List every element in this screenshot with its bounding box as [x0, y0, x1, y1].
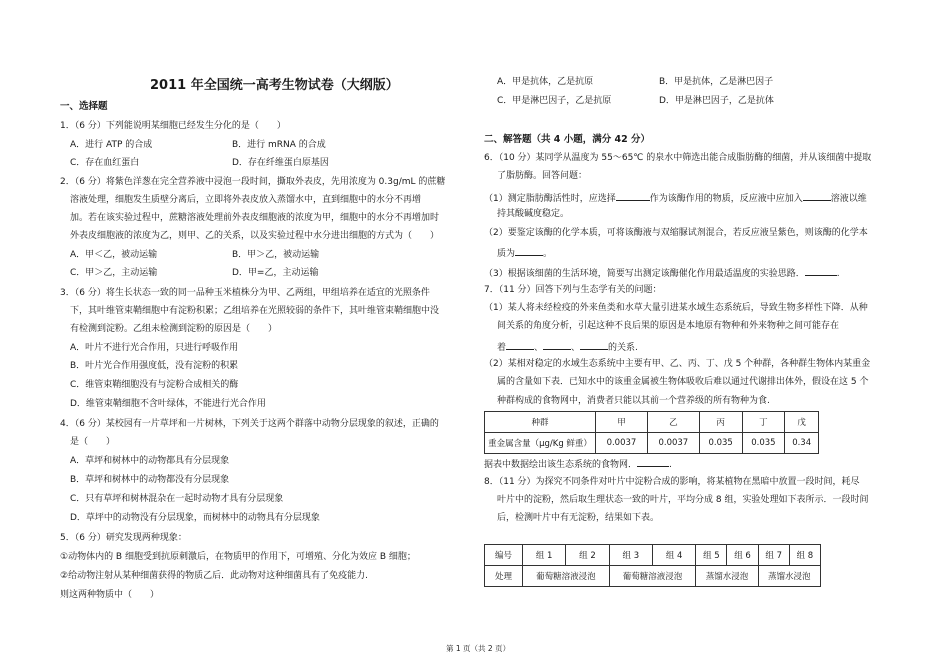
q1-option-c: C．存在血红蛋白	[70, 158, 140, 168]
q2-option-c: C．甲＞乙，主动运输	[70, 268, 158, 278]
q4-line: 4．（6 分）某校园有一片草坪和一片树林，下列关于这两个群落中动物分层现象的叙述，正确的	[60, 419, 439, 429]
q8-line: 叶片中的淀粉，然后取生理状态一致的叶片，平均分成 8 组，实验处理如下表所示．一段时间	[497, 495, 869, 505]
q4-option-b: B．草坪和树林中的动物都没有分层现象	[70, 475, 230, 485]
answer-blank[interactable]	[637, 456, 669, 467]
q8-line: 后，检测叶片中有无淀粉，结果如下表。	[497, 513, 660, 523]
table-header-cell: 组 4	[652, 545, 695, 566]
q3-option-d: D．维管束鞘细胞不含叶绿体，不能进行光合作用	[70, 399, 266, 409]
q7-line: 7．（11 分）回答下列与生态学有关的问题：	[484, 285, 662, 295]
table-header-cell: 丁	[742, 412, 785, 433]
answer-blank[interactable]	[543, 339, 571, 350]
table-header-cell: 组 3	[609, 545, 652, 566]
table-header-cell: 组 8	[789, 545, 820, 566]
q3-option-c: C．维管束鞘细胞没有与淀粉合成相关的酶	[70, 380, 239, 390]
table-row-label: 重金属含量（μg/Kg 鲜重）	[485, 433, 596, 454]
q3-line: 下，其叶维管束鞘细胞中有淀粉积累；乙组培养在光照较弱的条件下，其叶维管束鞘细胞中没	[70, 306, 440, 316]
q4-option-a: A．草坪和树林中的动物都具有分层现象	[70, 456, 230, 466]
q6-line: 6．（10 分）某同学从温度为 55～65℃ 的泉水中筛选出能合成脂肪酶的细菌，并从该细菌中提取	[484, 153, 872, 163]
q1-option-a: A．进行 ATP 的合成	[70, 140, 153, 150]
q7-text: 的关系.	[608, 343, 638, 353]
q6-part2-cont	[497, 245, 552, 260]
q7-text: 据表中数据绘出该生态系统的食物网．	[484, 460, 638, 470]
table-cell: 0.035	[742, 433, 785, 454]
table-header-cell: 丙	[699, 412, 742, 433]
q5-line: ②给动物注射从某种细菌获得的物质乙后．此动物对这种细菌具有了免疫能力.	[60, 571, 368, 581]
q2-line: 溶液处理，细胞发生质壁分离后，立即将外表皮放入蒸馏水中，直到细胞中的水分不再增	[70, 195, 422, 205]
q2-line: 2．（6 分）将紫色洋葱在完全营养液中浸泡一段时间，撕取外表皮，先用浓度为 0.3g/mL 的蔗糖	[60, 177, 446, 187]
table-header-cell: 组 2	[566, 545, 609, 566]
table-cell: 0.035	[699, 433, 742, 454]
q7-text: 、	[534, 343, 544, 353]
q2-line: 加。若在该实验过程中，蔗糖溶液处理前外表皮细胞液的浓度为甲，细胞中的水分不再增加时	[70, 213, 440, 223]
q7-part1-cont: 间关系的角度分析，引起这种不良后果的原因是本地原有物种和外来物种之间可能存在	[497, 321, 840, 331]
q5-option-a: A．甲是抗体，乙是抗原	[497, 77, 594, 87]
q2-line: 外表皮细胞液的浓度为乙，则甲、乙的关系，以及实验过程中水分进出细胞的方式为（ ）	[70, 231, 440, 241]
q6-part2-text: 。	[543, 249, 553, 259]
answer-blank[interactable]	[515, 245, 543, 256]
table-cell: 葡萄糖溶液浸泡	[523, 566, 610, 587]
table-header-cell: 戊	[785, 412, 819, 433]
table-row-label: 编号	[485, 545, 523, 566]
q2-option-a: A．甲＜乙，被动运输	[70, 250, 158, 260]
q5-option-d: D．甲是淋巴因子，乙是抗体	[659, 96, 774, 106]
q5-line: 5．（6 分）研究发现两种现象：	[60, 533, 187, 543]
q6-part2-text: 质为	[497, 249, 516, 259]
q6-line: 了脂肪酶。回答问题：	[497, 171, 588, 181]
q7-part1-blanks	[497, 339, 638, 354]
q6-part1	[484, 190, 867, 205]
q7-part2: （2）某相对稳定的水域生态系统中主要有甲、乙、丙、丁、戊 5 个种群，各种群生物体内某重金	[484, 359, 871, 369]
table-cell: 蒸馏水浸泡	[696, 566, 758, 587]
q8-line: 8．（11 分）为探究不同条件对叶片中淀粉合成的影响，将某植物在黑暗中放置一段时间，耗尽	[484, 477, 860, 487]
table-header-cell: 组 7	[758, 545, 789, 566]
q7-after-table	[484, 456, 672, 471]
q5-line: ①动物体内的 B 细胞受到抗原刺激后，在物质甲的作用下，可增殖、分化为效应 B 细胞；	[60, 552, 416, 562]
q2-option-d: D．甲=乙，主动运输	[232, 268, 319, 278]
q3-line: 有检测到淀粉。乙组未检测到淀粉的原因是（ ）	[70, 324, 278, 334]
page-footer: 第 1 页（共 2 页）	[446, 644, 511, 653]
q5-option-b: B．甲是抗体，乙是淋巴因子	[659, 77, 774, 87]
q2-option-b: B．甲＞乙，被动运输	[232, 250, 320, 260]
q7-text: 、	[571, 343, 581, 353]
q6-part2: （2）要鉴定该酶的化学本质，可将该酶液与双缩脲试剂混合，若反应液呈紫色，则该酶的化学本	[484, 228, 868, 238]
q7-text: .	[669, 460, 672, 470]
table-cell: 0.0037	[647, 433, 699, 454]
answer-blank[interactable]	[616, 190, 650, 201]
q1-option-d: D．存在纤维蛋白原基因	[232, 158, 329, 168]
section-heading-choice: 一、选择题	[60, 101, 108, 112]
q1-stem: 1．（6 分）下列能说明某细胞已经发生分化的是（ ）	[60, 121, 286, 131]
q6-part1-text: 溶液以维	[830, 194, 867, 204]
table-header-cell: 甲	[596, 412, 648, 433]
q6-part3	[484, 265, 840, 280]
q5-option-c: C．甲是淋巴因子，乙是抗原	[497, 96, 612, 106]
q4-option-d: D．草坪中的动物没有分层现象，而树林中的动物具有分层现象	[70, 513, 320, 523]
table-row-label: 处理	[485, 566, 523, 587]
answer-blank[interactable]	[805, 265, 837, 276]
q1-option-b: B．进行 mRNA 的合成	[232, 140, 326, 150]
q4-line: 是（ ）	[70, 437, 116, 447]
experiment-table	[484, 544, 821, 587]
page-title: 2011 年全国统一高考生物试卷（大纲版）	[150, 78, 399, 93]
q4-option-c: C．只有草坪和树林混杂在一起时动物才具有分层现象	[70, 494, 284, 504]
q6-part3-text: .	[836, 269, 840, 279]
table-cell: 0.0037	[596, 433, 648, 454]
table-header-cell: 组 1	[523, 545, 566, 566]
table-cell: 0.34	[785, 433, 819, 454]
table-cell: 葡萄糖溶液浸泡	[609, 566, 696, 587]
q6-part1-text: （1）测定脂肪酶活性时，应选择	[484, 194, 616, 204]
table-header-cell: 组 6	[727, 545, 758, 566]
table-header-cell: 组 5	[696, 545, 727, 566]
q3-line: 3．（6 分）将生长状态一致的同一品种玉米植株分为甲、乙两组，甲组培养在适宜的光照条件	[60, 288, 430, 298]
q6-part1-cont: 持其酸碱度稳定。	[497, 209, 570, 219]
q6-part3-text: （3）根据该细菌的生活环境，简要写出测定该酶催化作用最适温度的实验思路．	[484, 269, 805, 279]
q7-text: 着	[497, 343, 507, 353]
answer-blank[interactable]	[580, 339, 608, 350]
q3-option-a: A．叶片不进行光合作用，只进行呼吸作用	[70, 343, 239, 353]
answer-blank[interactable]	[506, 339, 534, 350]
table-cell: 蒸馏水浸泡	[758, 566, 820, 587]
table-header-cell: 种群	[485, 412, 596, 433]
q3-option-b: B．叶片光合作用强度低，没有淀粉的积累	[70, 361, 239, 371]
section-heading-answer: 二、解答题（共 4 小题，满分 42 分）	[484, 134, 651, 145]
q6-part1-text: 作为该酶作用的物质，反应液中应加入	[649, 194, 803, 204]
heavy-metal-table	[484, 411, 819, 454]
q7-part2-cont: 种群构成的食物网中，消费者只能以其前一个营养级的所有物种为食.	[497, 396, 770, 406]
q7-part2-cont: 属的含量如下表．已知水中的该重金属被生物体吸收后难以通过代谢排出体外，假设在这 5 个	[497, 377, 869, 387]
q5-line: 则这两种物质中（ ）	[60, 590, 160, 600]
table-header-cell: 乙	[647, 412, 699, 433]
answer-blank[interactable]	[803, 190, 831, 201]
q7-part1: （1）某人将未经检疫的外来鱼类和水草大量引进某水域生态系统后，导致生物多样性下降．从种	[484, 303, 868, 313]
